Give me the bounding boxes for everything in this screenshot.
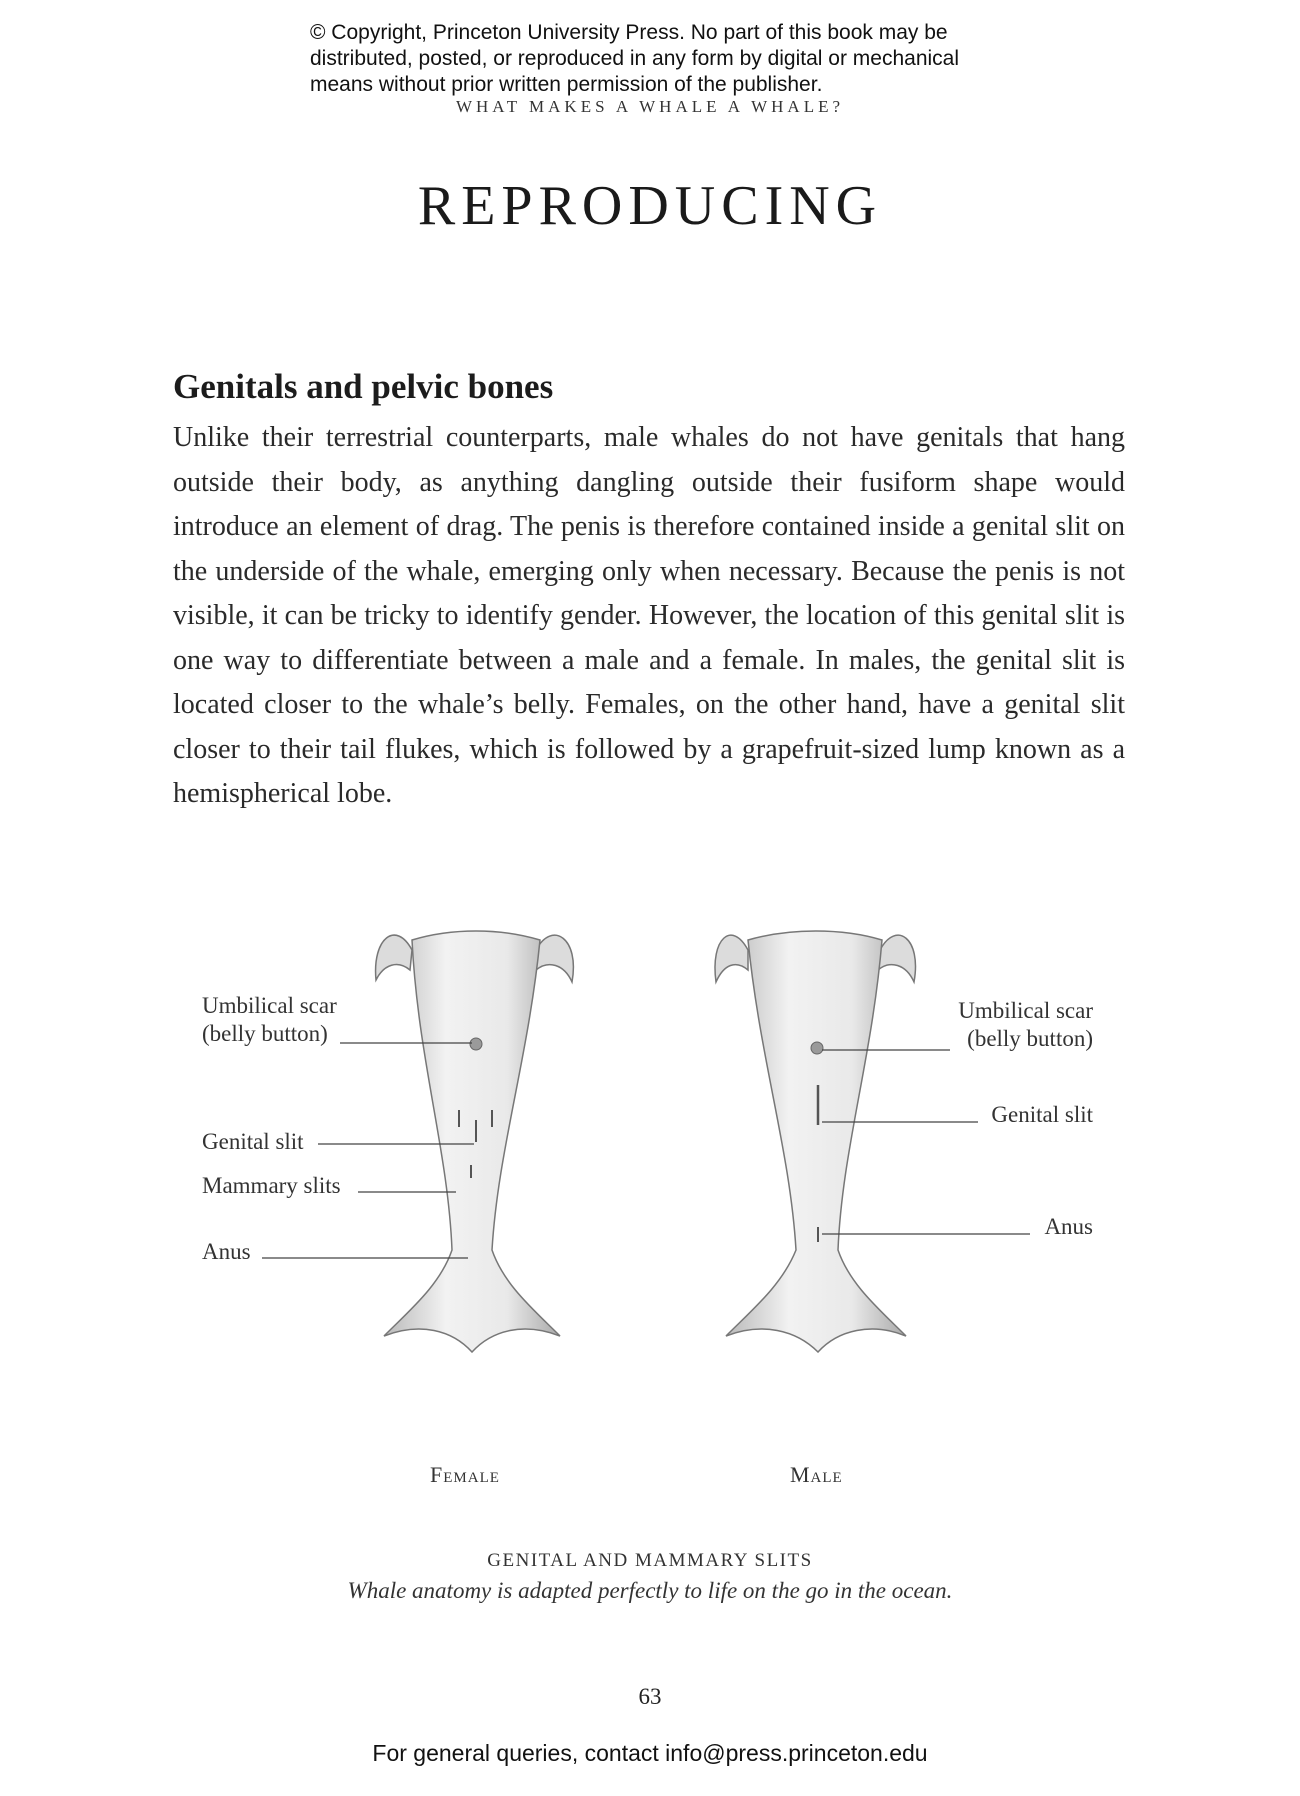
running-head: WHAT MAKES A WHALE A WHALE?	[455, 97, 845, 116]
leader-lines	[262, 1043, 1030, 1258]
copyright-line: means without prior written permission of the publisher.	[310, 73, 823, 96]
female-umbilical-label-line2: (belly button)	[202, 1021, 328, 1046]
figure-caption-title: GENITAL AND MAMMARY SLITS	[487, 1550, 813, 1571]
male-anus-label: Anus	[1044, 1214, 1093, 1239]
female-umbilical-label-line1: Umbilical scar	[202, 993, 337, 1018]
female-right-flipper	[536, 935, 573, 982]
female-body	[384, 931, 560, 1352]
female-umbilical-scar	[470, 1038, 482, 1050]
copyright-notice	[310, 20, 1070, 98]
male-umbilical-label-line1: Umbilical scar	[958, 998, 1093, 1023]
footer-contact: For general queries, contact info@press.princeton.edu	[372, 1740, 928, 1766]
whale-illustrations	[0, 920, 1300, 1510]
female-genital-label: Genital slit	[202, 1129, 304, 1154]
male-body	[726, 931, 906, 1352]
male-right-flipper	[878, 935, 915, 982]
male-umbilical-scar	[811, 1042, 823, 1054]
male-whale-drawing	[715, 931, 916, 1352]
male-umbilical-label	[920, 997, 1093, 1053]
chapter-title: REPRODUCING	[417, 175, 883, 237]
female-anus-label: Anus	[202, 1239, 251, 1264]
page-number: 63	[638, 1684, 662, 1709]
male-umbilical-label-line2: (belly button)	[967, 1026, 1093, 1051]
body-paragraph: Unlike their terrestrial counterparts, male whales do not have genitals that hang outside their body, as anything dangling outside their fusiform shape would introduce an element of drag. The penis is therefore contained inside a genital slit on the underside of the whale, emerging only when necessary. Because the penis is not visible, it can be tricky to identify gender. However, the location of this genital slit is one way to differentiate between a male and a female. In males, the genital slit is located closer to the whale’s belly. Females, on the other hand, have a genital slit closer to their tail flukes, which is followed by a grapefruit-sized lump known as a hemispherical lobe.	[173, 422, 1125, 809]
copyright-line: © Copyright, Princeton University Press. No part of this book may be	[310, 21, 948, 44]
female-caption: Female	[430, 1462, 500, 1487]
figure-caption-text: Whale anatomy is adapted perfectly to life on the go in the ocean.	[347, 1578, 953, 1603]
section-heading: Genitals and pelvic bones	[173, 367, 554, 406]
male-caption: Male	[790, 1462, 843, 1487]
female-whale-drawing	[376, 931, 574, 1352]
whale-anatomy-figure	[0, 920, 1300, 1510]
female-umbilical-label	[202, 992, 337, 1048]
male-genital-label: Genital slit	[991, 1102, 1093, 1127]
female-left-flipper	[376, 935, 412, 980]
male-left-flipper	[715, 935, 748, 982]
female-mammary-label: Mammary slits	[202, 1173, 341, 1198]
copyright-line: distributed, posted, or reproduced in any form by digital or mechanical	[310, 47, 960, 70]
